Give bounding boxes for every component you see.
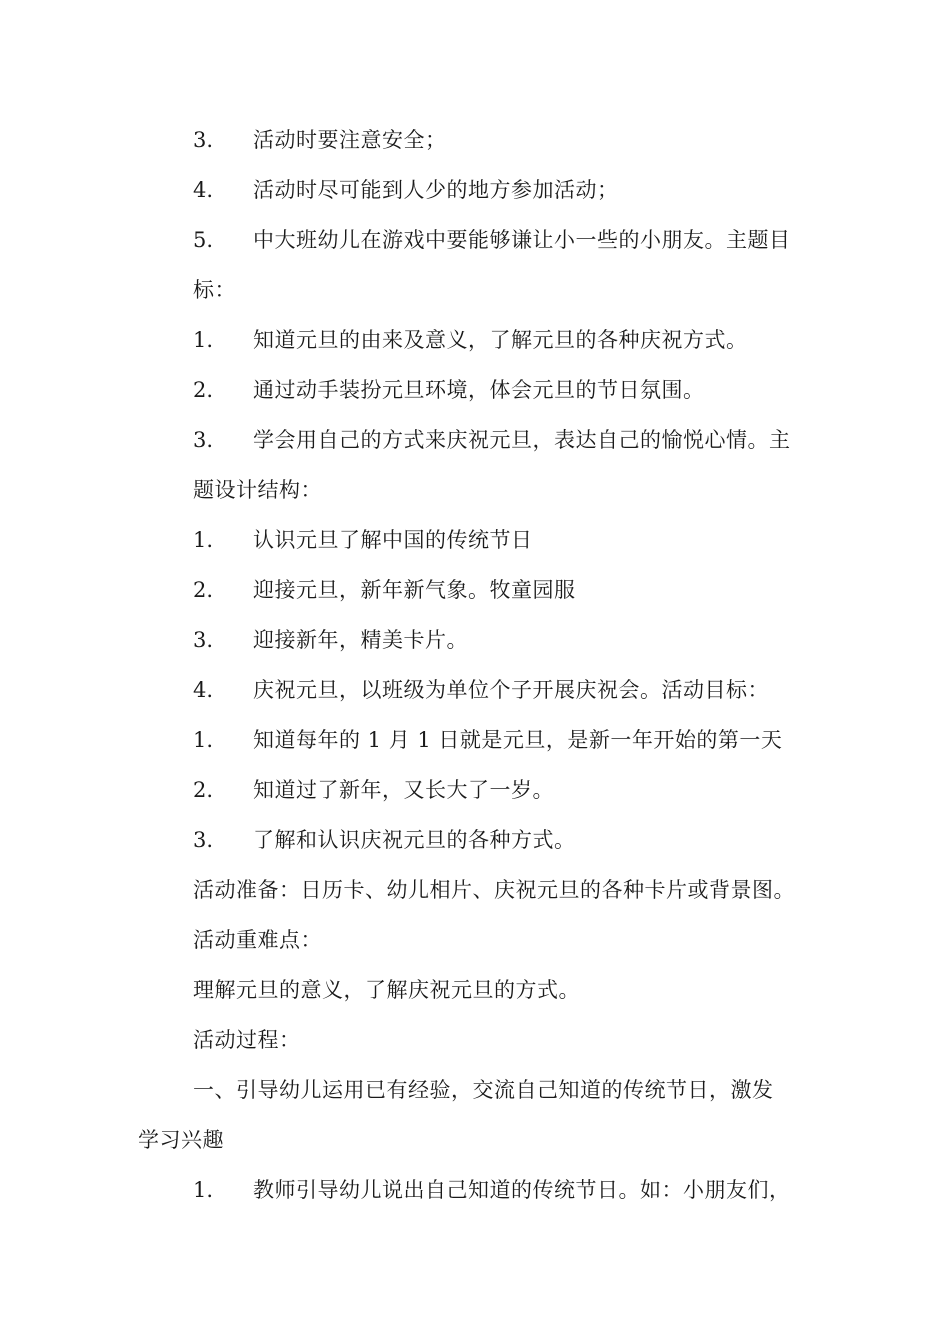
list-number: 3. (193, 628, 214, 652)
list-item-text: 学会用自己的方式来庆祝元旦，表达自己的愉悦心情。主 (253, 428, 791, 452)
list-item-text: 迎接新年，精美卡片。 (253, 628, 468, 652)
list-number: 2. (193, 778, 214, 802)
continuation-text: 题设计结构： (193, 478, 322, 502)
list-item-text: 了解和认识庆祝元旦的各种方式。 (253, 828, 576, 852)
list-number: 3. (193, 828, 214, 852)
list-number: 1. (193, 728, 214, 752)
list-item-text: 知道每年的 1 月 1 日就是元旦，是新一年开始的第一天 (253, 728, 783, 752)
list-number: 3. (193, 128, 214, 152)
list-item-text: 知道元旦的由来及意义，了解元旦的各种庆祝方式。 (253, 328, 748, 352)
key-points-title: 活动重难点： (193, 928, 322, 952)
list-item-text: 教师引导幼儿说出自己知道的传统节日。如：小朋友们， (253, 1178, 791, 1202)
list-item-text: 庆祝元旦，以班级为单位个子开展庆祝会。活动目标： (253, 678, 769, 702)
list-number: 5. (193, 228, 214, 252)
list-number: 1. (193, 1178, 214, 1202)
key-points-text: 理解元旦的意义，了解庆祝元旦的方式。 (193, 978, 580, 1002)
list-item-text: 知道过了新年，又长大了一岁。 (253, 778, 554, 802)
list-item-text: 活动时尽可能到人少的地方参加活动； (253, 178, 619, 202)
list-item-text: 活动时要注意安全； (253, 128, 447, 152)
section-one-heading-cont: 学习兴趣 (138, 1128, 224, 1152)
list-number: 2. (193, 578, 214, 602)
process-title: 活动过程： (193, 1028, 301, 1052)
list-number: 4. (193, 178, 214, 202)
list-item-text: 中大班幼儿在游戏中要能够谦让小一些的小朋友。主题目 (253, 228, 791, 252)
section-one-heading: 一、引导幼儿运用已有经验，交流自己知道的传统节日，激发 (193, 1078, 774, 1102)
list-number: 2. (193, 378, 214, 402)
list-number: 1. (193, 528, 214, 552)
list-number: 4. (193, 678, 214, 702)
list-number: 3. (193, 428, 214, 452)
list-item-text: 认识元旦了解中国的传统节日 (253, 528, 533, 552)
activity-prep-text: 活动准备：日历卡、幼儿相片、庆祝元旦的各种卡片或背景图。 (193, 878, 795, 902)
list-item-text: 迎接元旦，新年新气象。牧童园服 (253, 578, 576, 602)
list-number: 1. (193, 328, 214, 352)
list-item-text: 通过动手装扮元旦环境，体会元旦的节日氛围。 (253, 378, 705, 402)
continuation-text: 标： (193, 278, 236, 302)
